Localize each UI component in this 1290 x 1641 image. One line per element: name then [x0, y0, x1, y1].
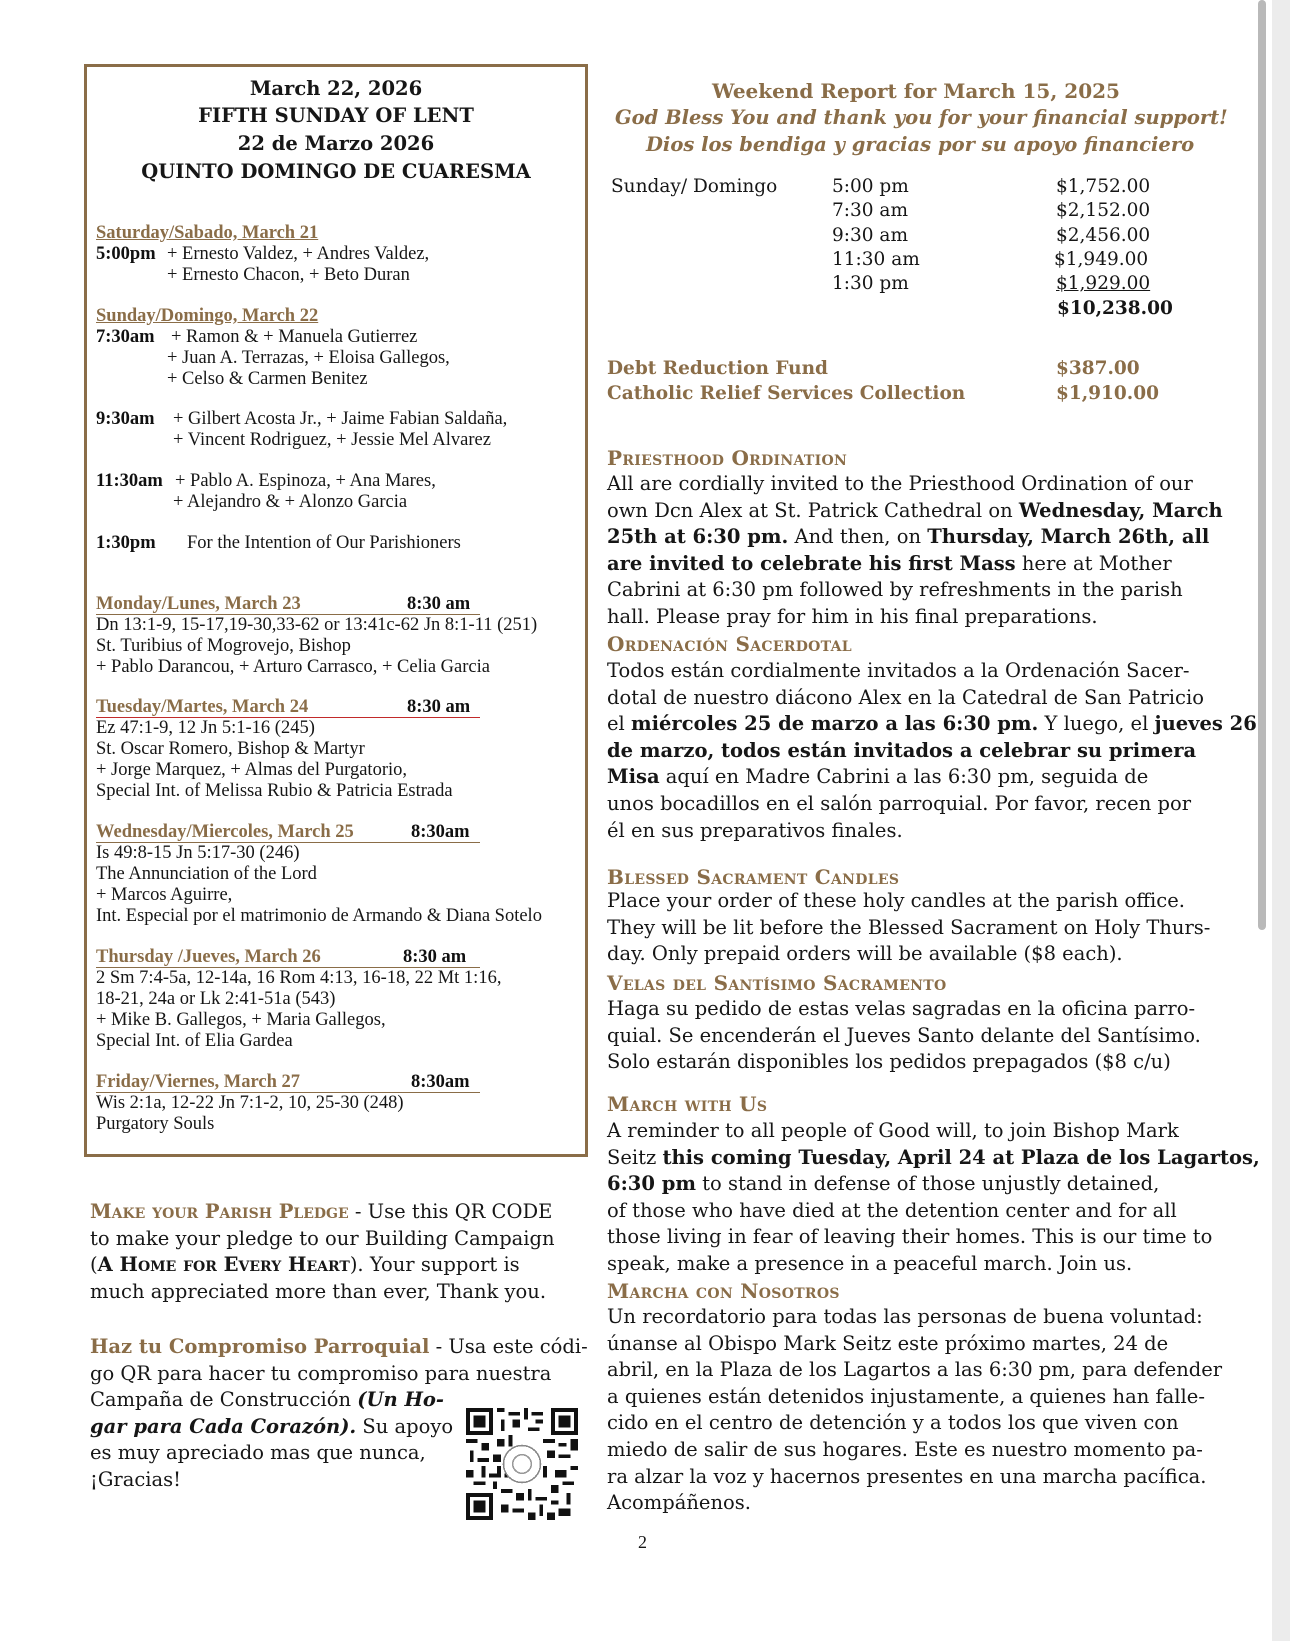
intention-line: + Jorge Marquez, + Almas del Purgatorio,: [96, 760, 407, 780]
pledge-es-heading: Haz tu Compromiso Parroquial: [90, 1335, 430, 1358]
text-bold: 25th at 6:30 pm.: [607, 525, 789, 549]
reading-line: Ez 47:1-9, 12 Jn 5:1-16 (245): [96, 718, 315, 738]
report-amount: $1,929.00: [1056, 273, 1151, 294]
pledge-text: go QR para hacer tu compromiso para nuestra: [90, 1361, 552, 1385]
text-line: A reminder to all people of Good will, to join Bishop Mark: [607, 1119, 1179, 1142]
pledge-text: es muy apreciado mas que nunca,: [90, 1441, 426, 1464]
intention-line: + Pablo A. Espinoza, + Ana Mares,: [175, 471, 436, 491]
report-thanks-en: God Bless You and thank you for your financial support!: [615, 106, 1228, 129]
pledge-text: - Use this QR CODE: [348, 1200, 553, 1223]
report-thanks-es: Dios los bendiga y gracias por su apoyo financiero: [646, 133, 1195, 156]
text-line: Place your order of these holy candles at the parish office.: [607, 889, 1185, 912]
header-date-en: March 22, 2026: [249, 77, 423, 100]
pledge-en-heading: Make your Parish Pledge: [90, 1200, 349, 1223]
text-bold: miércoles 25 de marzo a las 6:30 pm.: [630, 712, 1039, 736]
march-heading-en: March with Us: [607, 1092, 768, 1116]
day-wednesday: Wednesday/Miercoles, March 25: [96, 822, 354, 842]
pledge-text: Campaña de Construcción: [90, 1388, 358, 1411]
intention-line: + Mike B. Gallegos, + Maria Gallegos,: [96, 1010, 386, 1030]
ordination-heading-en: Priesthood Ordination: [607, 446, 848, 470]
text-span: Seitz: [607, 1145, 663, 1169]
report-title: Weekend Report for March 15, 2025: [712, 79, 1120, 103]
debt-amount: $387.00: [1056, 358, 1140, 379]
pledge-text: much appreciated more than ever, Thank you.: [90, 1279, 547, 1303]
reading-line: 2 Sm 7:4-5a, 12-14a, 16 Rom 4:13, 16-18, 22 Mt 1:16,: [96, 968, 502, 988]
mass-time: 8:30 am: [407, 697, 471, 717]
intention-line: + Alejandro & + Alonzo Garcia: [173, 492, 408, 512]
intention-line: Special Int. of Melissa Rubio & Patricia Estrada: [96, 781, 453, 801]
campaign-name: gar para Cada Corazón).: [90, 1414, 357, 1438]
campaign-name: A Home for Every Heart: [97, 1253, 350, 1276]
reading-line: Is 49:8-15 Jn 5:17-30 (246): [96, 843, 300, 863]
mass-time: 8:30am: [411, 1072, 470, 1092]
mass-time: 9:30am: [96, 409, 155, 429]
mass-time: 8:30 am: [407, 594, 471, 614]
report-time: 1:30 pm: [832, 273, 909, 294]
text-line: Cabrini at 6:30 pm followed by refreshments in the parish: [607, 578, 1183, 602]
candles-text-es: [607, 996, 1201, 1076]
reading-line: Dn 13:1-9, 15-17,19-30,33-62 or 13:41c-62 Jn 8:1-11 (251): [96, 615, 538, 635]
candles-heading-es: Velas del Santísimo Sacramento: [607, 971, 947, 995]
debt-label: Debt Reduction Fund: [607, 358, 828, 379]
ordination-heading-es: Ordenación Sacerdotal: [607, 632, 852, 656]
text-bold: jueves 26: [1154, 712, 1257, 736]
mass-time: 7:30am: [96, 327, 155, 347]
pledge-text: - Usa este códi-: [429, 1335, 588, 1358]
text-span: el: [607, 712, 631, 736]
day-friday: Friday/Viernes, March 27: [96, 1072, 300, 1092]
text-line: Un recordatorio para todas las personas de buena voluntad:: [607, 1305, 1203, 1328]
report-time: 7:30 am: [832, 200, 908, 221]
campaign-name: (Un Ho-: [357, 1388, 445, 1411]
text-span: Y luego, el: [1038, 712, 1155, 736]
intention-line: + Ramon & + Manuela Gutierrez: [171, 327, 418, 347]
text-line: of those who have died at the detention center and for all: [607, 1198, 1177, 1222]
reading-line: Wis 2:1a, 12-22 Jn 7:1-2, 10, 25-30 (248): [96, 1093, 404, 1113]
text-line: a quienes están detenidos injustamente, a quienes han falle-: [607, 1384, 1205, 1408]
report-day-label: Sunday/ Domingo: [611, 176, 778, 197]
header-title-es: QUINTO DOMINGO DE CUARESMA: [141, 160, 531, 183]
intention-line: Special Int. of Elia Gardea: [96, 1031, 293, 1051]
intention-line: + Pablo Darancou, + Arturo Carrasco, + Celia Garcia: [96, 657, 490, 677]
intention-line: For the Intention of Our Parishioners: [187, 533, 461, 553]
text-line: ra alzar la voz y hacernos presentes en una marcha pacífica.: [607, 1464, 1207, 1488]
text-line: Haga su pedido de estas velas sagradas en la oficina parro-: [607, 997, 1196, 1020]
text-span: aquí en Madre Cabrini a las 6:30 pm, seguida de: [659, 765, 1149, 789]
scrollbar[interactable]: [1258, 0, 1266, 930]
crs-label: Catholic Relief Services Collection: [607, 383, 966, 404]
report-time: 5:00 pm: [832, 176, 909, 197]
text-line: abril, en la Plaza de los Lagartos a las 6:30 pm, para defender: [607, 1358, 1223, 1382]
intention-line: + Ernesto Chacon, + Beto Duran: [167, 265, 410, 285]
march-text-en: [607, 1118, 1260, 1278]
text-line: Todos están cordialmente invitados a la Ordenación Sacer-: [607, 659, 1190, 682]
pledge-qr-code[interactable]: [465, 1408, 579, 1520]
intention-line: Int. Especial por el matrimonio de Armando & Diana Sotelo: [96, 906, 542, 926]
text-line: cido en el centro de detención y a todos los que viven con: [607, 1411, 1179, 1435]
pledge-text: to make your pledge to our Building Campaign: [90, 1226, 555, 1250]
report-total: $10,238.00: [1057, 298, 1173, 319]
text-line: day. Only prepaid orders will be available ($8 each).: [607, 942, 1123, 966]
day-thursday: Thursday /Jueves, March 26: [96, 947, 321, 967]
pledge-text: (: [90, 1253, 98, 1276]
intention-line: + Ernesto Valdez, + Andres Valdez,: [167, 244, 430, 264]
text-line: unos bocadillos en el salón parroquial. Por favor, recen por: [607, 791, 1192, 815]
day-tuesday: Tuesday/Martes, March 24: [96, 697, 309, 717]
report-amount: $1,752.00: [1056, 176, 1151, 197]
text-line: They will be lit before the Blessed Sacrament on Holy Thurs-: [607, 915, 1211, 939]
text-bold: 6:30 pm: [607, 1172, 696, 1196]
text-line: hall. Please pray for him in his final preparations.: [607, 604, 1098, 628]
ordination-text-es: [607, 658, 1257, 844]
report-amount: $1,949.00: [1054, 249, 1149, 270]
mass-time: 11:30am: [96, 471, 163, 491]
intention-line: + Juan A. Terrazas, + Eloisa Gallegos,: [167, 348, 450, 368]
ordination-text-en: [607, 471, 1223, 631]
crs-amount: $1,910.00: [1056, 383, 1159, 404]
feast-line: The Annunciation of the Lord: [96, 864, 317, 884]
text-bold: this coming Tuesday, April 24 at Plaza de los Lagartos,: [662, 1145, 1260, 1169]
text-line: speak, make a presence in a peaceful march. Join us.: [607, 1251, 1133, 1275]
report-amount: $2,152.00: [1056, 200, 1151, 221]
text-line: those living in fear of leaving their homes. This is our time to: [607, 1225, 1213, 1249]
pledge-text: Su apoyo: [356, 1414, 454, 1438]
text-bold: are invited to celebrate his first Mass: [607, 551, 1016, 575]
day-sunday: Sunday/Domingo, March 22: [96, 306, 319, 326]
feast-line: St. Oscar Romero, Bishop & Martyr: [96, 739, 365, 759]
text-line: miedo de salir de sus hogares. Este es nuestro momento pa-: [607, 1437, 1203, 1461]
text-line: Acompáñenos.: [607, 1491, 751, 1515]
mass-intentions-box: [84, 64, 588, 1157]
text-line: All are cordially invited to the Priesthood Ordination of our: [607, 472, 1193, 495]
text-line: únanse al Obispo Mark Seitz este próximo martes, 24 de: [607, 1331, 1169, 1355]
text-span: own Dcn Alex at St. Patrick Cathedral on: [607, 498, 1019, 522]
page-number: 2: [638, 1532, 647, 1552]
pledge-text: ¡Gracias!: [90, 1467, 181, 1491]
intention-line: + Celso & Carmen Benitez: [167, 369, 368, 389]
intention-line: + Gilbert Acosta Jr., + Jaime Fabian Saldaña,: [173, 409, 508, 429]
text-bold: de marzo, todos están invitados a celebrar su primera: [607, 738, 1197, 762]
text-line: quial. Se encenderán el Jueves Santo delante del Santísimo.: [607, 1023, 1201, 1047]
text-bold: Misa: [607, 765, 660, 789]
march-heading-es: Marcha con Nosotros: [607, 1279, 840, 1303]
intention-line: + Marcos Aguirre,: [96, 885, 233, 905]
pledge-en: [90, 1199, 555, 1305]
report-amount: $2,456.00: [1056, 225, 1151, 246]
header-date-es: 22 de Marzo 2026: [237, 132, 435, 155]
report-time: 11:30 am: [832, 249, 920, 270]
mass-time: 1:30pm: [96, 533, 156, 553]
reading-line: 18-21, 24a or Lk 2:41-51a (543): [96, 989, 336, 1009]
text-span: to stand in defense of those unjustly detained,: [695, 1172, 1160, 1196]
pledge-text: ). Your support is: [349, 1253, 520, 1276]
intention-line: + Vincent Rodriguez, + Jessie Mel Alvarez: [173, 430, 491, 450]
day-saturday: Saturday/Sabado, March 21: [96, 223, 319, 243]
text-span: And then, on: [788, 525, 928, 549]
header-title-en: FIFTH SUNDAY OF LENT: [198, 104, 474, 127]
text-line: Solo estarán disponibles los pedidos prepagados ($8 c/u): [607, 1050, 1171, 1074]
text-bold: Wednesday, March: [1018, 498, 1223, 522]
candles-text-en: [607, 888, 1210, 968]
text-span: here at Mother: [1015, 551, 1172, 575]
day-monday: Monday/Lunes, March 23: [96, 594, 301, 614]
intention-line: Purgatory Souls: [96, 1114, 215, 1134]
report-time: 9:30 am: [832, 225, 908, 246]
candles-heading-en: Blessed Sacrament Candles: [607, 865, 900, 889]
march-text-es: [607, 1304, 1222, 1517]
text-line: dotal de nuestro diácono Alex en la Catedral de San Patricio: [607, 685, 1204, 709]
text-line: él en sus preparativos finales.: [607, 818, 903, 842]
text-bold: Thursday, March 26th, all: [927, 525, 1210, 549]
mass-time: 8:30 am: [403, 947, 467, 967]
mass-time: 5:00pm: [96, 244, 156, 264]
feast-line: St. Turibius of Mogrovejo, Bishop: [96, 636, 351, 656]
mass-time: 8:30am: [411, 822, 470, 842]
